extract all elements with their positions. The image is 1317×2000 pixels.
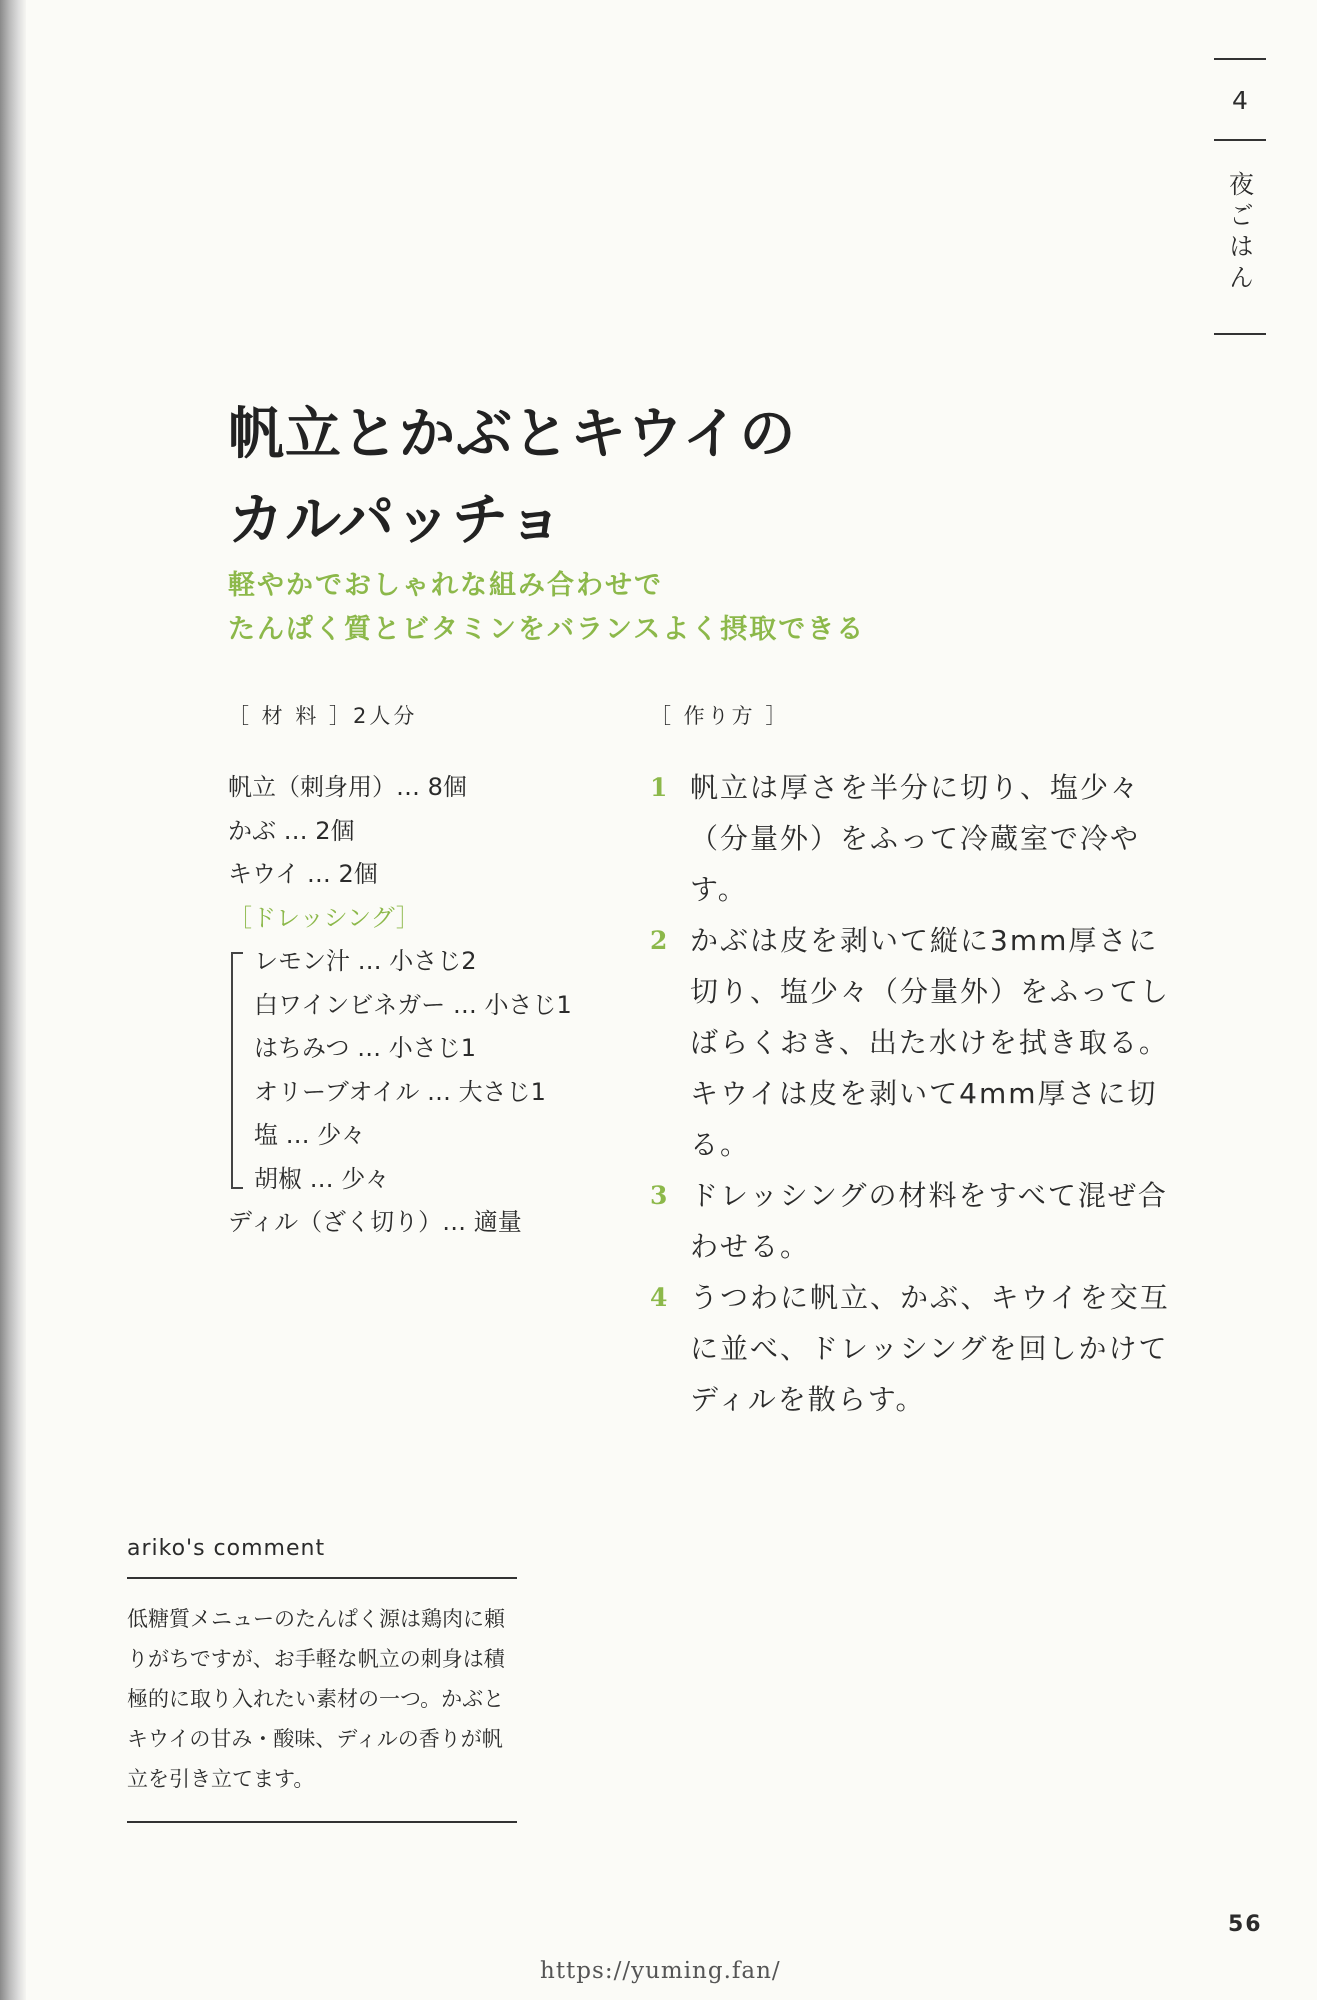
ingredient-item: ディル（ざく切り）… 適量 (228, 1208, 522, 1236)
comment-body: 低糖質メニューのたんぱく源は鶏肉に頼りがちですが、お手軽な帆立の刺身は積極的に取り入れたい素材の一つ。かぶとキウイの甘み・酸味、ディルの香りが帆立を引き立てます。 (127, 1607, 505, 1791)
recipe-title-line-1: 帆立とかぶとキウイの (228, 402, 797, 467)
step-number: 4 (650, 1283, 668, 1312)
step-text: うつわに帆立、かぶ、キウイを交互に並べ、ドレッシングを回しかけてディルを散らす。 (690, 1281, 1170, 1416)
comment-box (127, 1536, 517, 1823)
chapter-rule-bottom (1214, 333, 1266, 335)
dressing-item: はちみつ … 小さじ1 (254, 1034, 477, 1062)
dressing-item: 胡椒 … 少々 (254, 1164, 390, 1193)
chapter-rule-top (1214, 58, 1266, 60)
steps-heading: ［ 作り方 ］ (650, 704, 790, 728)
ingredients-heading: ［ 材 料 ］2人分 (228, 704, 418, 728)
step-number: 1 (650, 773, 668, 802)
step-item (650, 1170, 1180, 1272)
comment-rule-bottom (127, 1821, 517, 1823)
recipe-subtitle-line-2: たんぱく質とビタミンをバランスよく摂取できる (228, 614, 866, 645)
step-number: 3 (650, 1181, 668, 1210)
step-number: 2 (650, 926, 668, 955)
step-item (650, 915, 1180, 1170)
recipe-subtitle (228, 564, 865, 652)
dressing-item: オリーブオイル … 大さじ1 (254, 1077, 546, 1106)
chapter-label: 夜ごはん (1225, 171, 1255, 295)
recipe-title (228, 392, 796, 564)
dressing-item: 白ワインビネガー … 小さじ1 (254, 990, 572, 1019)
chapter-rule-middle (1214, 139, 1266, 141)
watermark-url: https://yuming.fan/ (540, 1958, 781, 1984)
step-text: ドレッシングの材料をすべて混ぜ合わせる。 (690, 1179, 1168, 1263)
ingredient-item: キウイ … 2個 (228, 860, 378, 888)
step-text: かぶは皮を剥いて縦に3mm厚さに切り、塩少々（分量外）をふってしばらくおき、出た水けを拭き取る。キウイは皮を剥いて4mm厚さに切る。 (690, 924, 1171, 1161)
steps-section (650, 700, 1180, 1425)
recipe-title-line-2: カルパッチョ (228, 488, 565, 553)
recipe-subtitle-line-1: 軽やかでおしゃれな組み合わせで (228, 570, 663, 601)
dressing-item: レモン汁 … 小さじ2 (254, 947, 477, 975)
dressing-item: 塩 … 少々 (254, 1121, 366, 1149)
step-item (650, 1272, 1180, 1425)
step-text: 帆立は厚さを半分に切り、塩少々（分量外）をふって冷蔵室で冷やす。 (690, 771, 1141, 906)
step-item (650, 762, 1180, 915)
page-number: 56 (1228, 1912, 1263, 1937)
book-gutter-shadow (0, 0, 26, 2000)
dressing-bracket (231, 952, 243, 1189)
dressing-label: ［ドレッシング］ (228, 903, 420, 932)
ingredient-item: 帆立（刺身用）… 8個 (228, 773, 467, 801)
chapter-number: 4 (1232, 86, 1248, 115)
dressing-group (228, 940, 628, 1201)
ingredients-section (228, 700, 628, 1245)
chapter-tab (1212, 58, 1268, 335)
comment-heading: ariko's comment (127, 1536, 326, 1561)
ingredient-item: かぶ … 2個 (228, 816, 355, 845)
